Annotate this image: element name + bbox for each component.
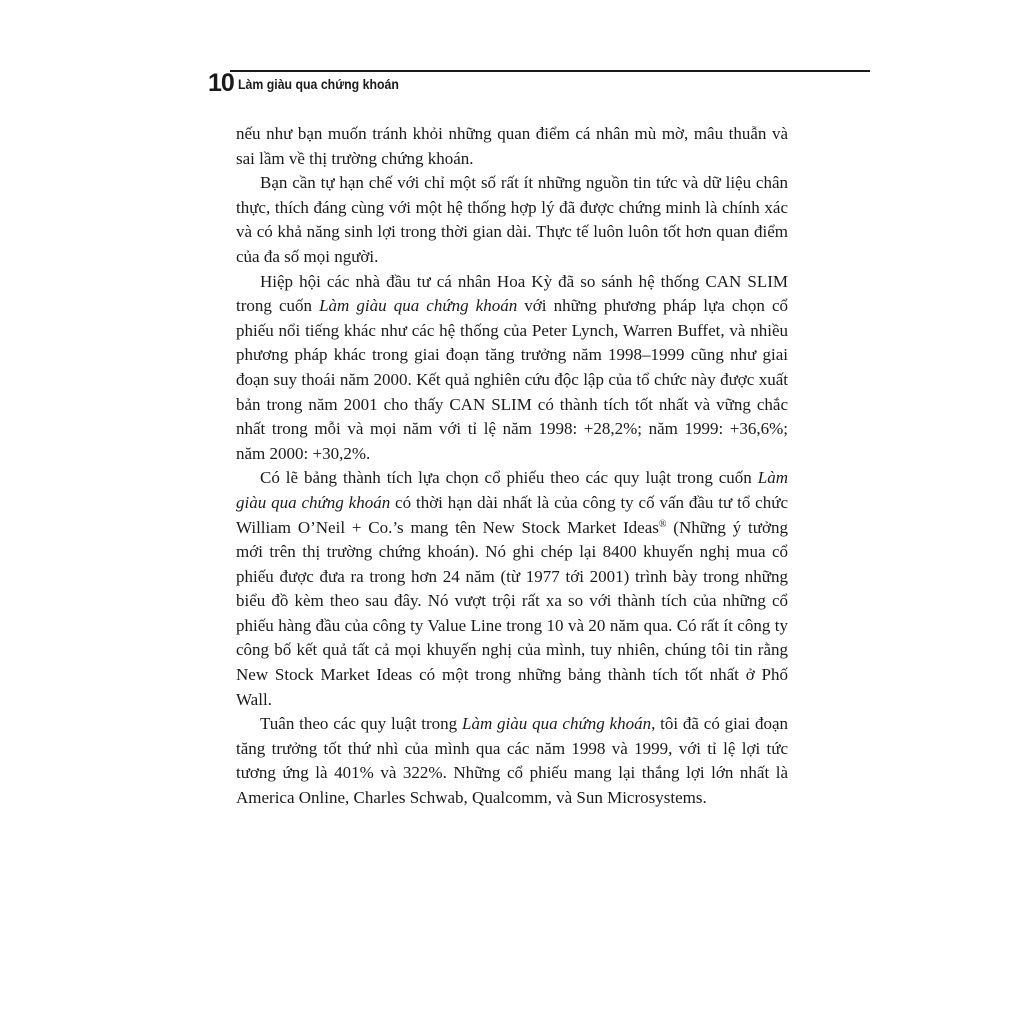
paragraph-2: Bạn cần tự hạn chế với chỉ một số rất ít những nguồn tin tức và dữ liệu chân thực, thích đáng cùng với một hệ thống hợp lý đã được chứng minh là chính xác và có khả năng sinh lợi trong thời gian dài. Thực tế luôn luôn tốt hơn quan điểm của đa số mọi người.	[236, 173, 788, 266]
paragraph-1: nếu như bạn muốn tránh khỏi những quan điểm cá nhân mù mờ, mâu thuẫn và sai lầm về thị trường chứng khoán.	[236, 124, 788, 168]
header-rule	[230, 70, 870, 72]
running-title: Làm giàu qua chứng khoán	[238, 76, 399, 92]
paragraph-3-text-a: Hiệp hội các nhà đầu tư cá nhân Hoa Kỳ đã so sánh hệ thống CAN SLIM trong cuốn	[236, 271, 788, 316]
book-title-italic: Làm giàu qua chứng khoán	[462, 714, 652, 734]
paragraph-5-text-a: Tuân theo các quy luật trong	[260, 714, 463, 734]
body-text	[236, 122, 788, 811]
paragraph-3	[236, 270, 788, 467]
running-head	[208, 66, 870, 96]
paragraph-4-text-a: Có lẽ bảng thành tích lựa chọn cổ phiếu theo các quy luật trong cuốn	[260, 468, 758, 488]
paragraph-5	[236, 712, 788, 810]
paragraph-4-text-d: (Những ý tưởng mới trên thị trường chứng khoán). Nó ghi chép lại 8400 khuyến nghị mua cổ phiếu được đưa ra trong hơn 24 năm (từ 1977 tới 2001) trình bày trong những biểu đồ kèm theo sau đây. Nó vượt trội rất xa so với thành tích của những cổ phiếu hàng đầu của công ty Value Line trong 10 và 20 năm qua. Có rất ít công ty công bố kết quả tất cả mọi khuyến nghị của mình, tuy nhiên, chúng tôi tin rằng New Stock Market Ideas có một trong những bảng thành tích tốt nhất ở Phố Wall.	[236, 517, 788, 709]
paragraph-3-text-c: với những phương pháp lựa chọn cổ phiếu nổi tiếng khác như các hệ thống của Peter Lynch, Warren Buffet, và nhiều phương pháp khác trong giai đoạn tăng trưởng năm 1998–1999 cũng như giai đoạn suy thoái năm 2000. Kết quả nghiên cứu độc lập của tổ chức này được xuất bản trong năm 2001 cho thấy CAN SLIM có thành tích tốt nhất và vững chắc nhất trong mỗi và mọi năm với tỉ lệ năm 1998: +28,2%; năm 1999: +36,6%; năm 2000: +30,2%.	[236, 296, 788, 463]
paragraph-4	[236, 466, 788, 712]
registered-mark: ®	[658, 518, 667, 530]
page-number: 10	[208, 69, 234, 97]
paragraph-4-text-c: có thời hạn dài nhất là của công ty cố vấn đầu tư tổ chức William O’Neil + Co.’s mang tên New Stock Market Ideas	[236, 492, 788, 537]
paragraph-5-text-c: , tôi đã có giai đoạn tăng trưởng tốt thứ nhì của mình qua các năm 1998 và 1999, với tỉ lệ lợi tức tương ứng là 401% và 322%. Những cổ phiếu mang lại thắng lợi lớn nhất là America Online, Charles Schwab, Qualcomm, và Sun Microsystems.	[236, 714, 788, 808]
book-title-italic: Làm giàu qua chứng khoán	[236, 468, 788, 512]
book-title-italic: Làm giàu qua chứng khoán	[319, 296, 518, 316]
